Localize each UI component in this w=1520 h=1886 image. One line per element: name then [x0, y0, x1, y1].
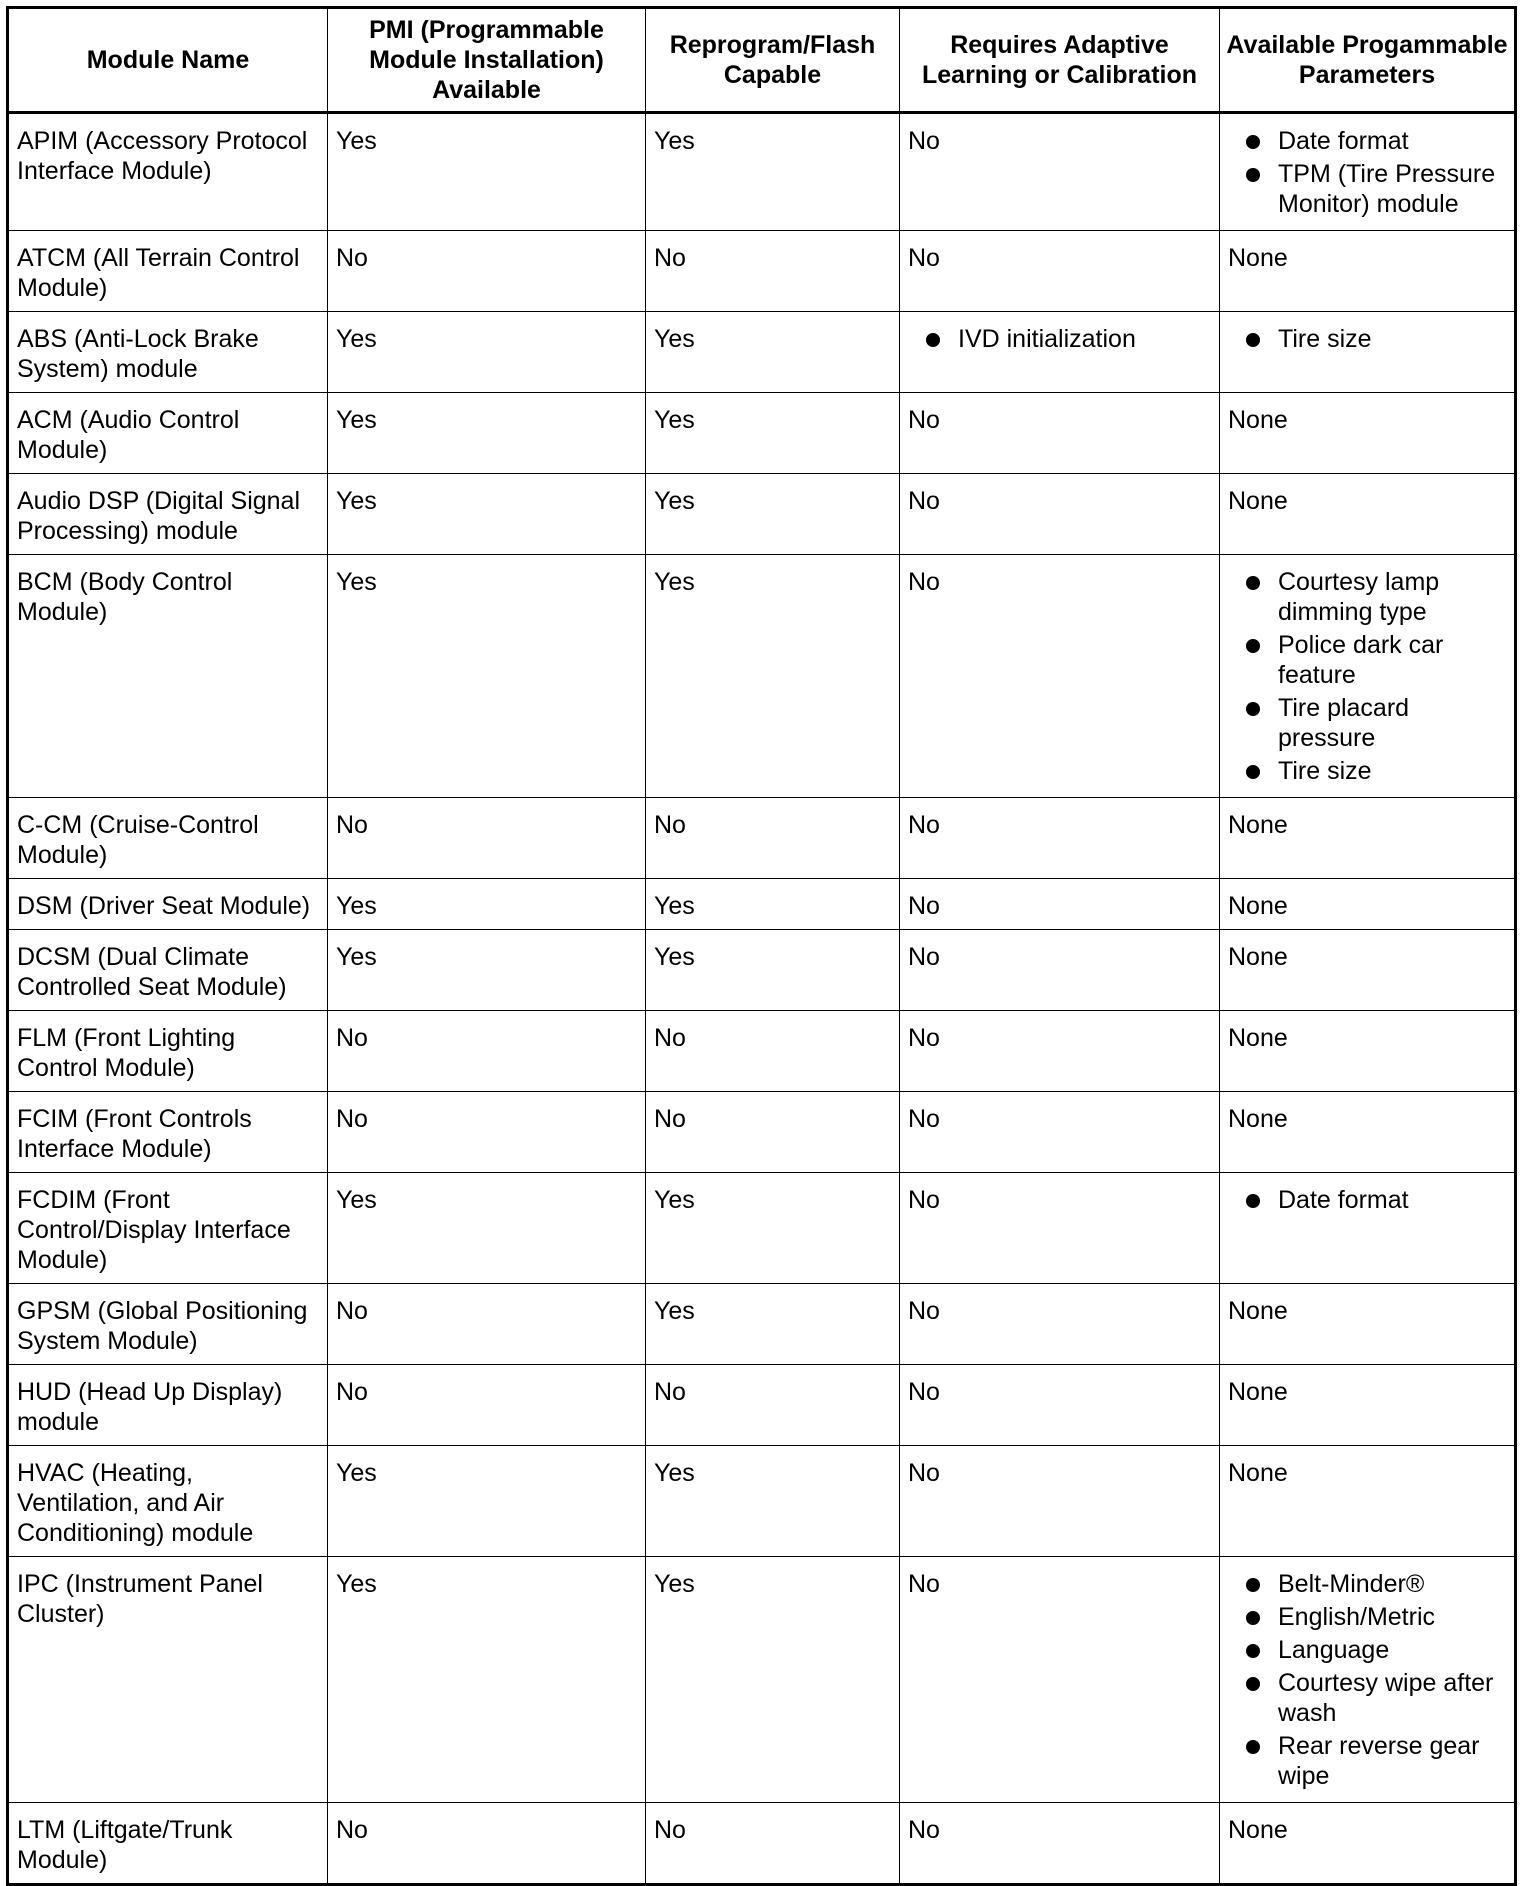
cell-parameters: None [1220, 1092, 1516, 1173]
table-row [8, 393, 1516, 474]
cell-reprogram: Yes [646, 113, 900, 231]
cell-module-name: ABS (Anti-Lock Brake System) module [8, 312, 328, 393]
cell-adaptive: No [900, 879, 1220, 930]
cell-parameters: None [1220, 1803, 1516, 1885]
cell-reprogram: No [646, 1365, 900, 1446]
bullet-item: Tire size [1228, 756, 1506, 786]
cell-module-name: FLM (Front Lighting Control Module) [8, 1011, 328, 1092]
bullet-item: Courtesy wipe after wash [1228, 1668, 1506, 1728]
cell-adaptive: No [900, 930, 1220, 1011]
cell-pmi: Yes [328, 393, 646, 474]
table-row [8, 798, 1516, 879]
cell-parameters: None [1220, 1446, 1516, 1557]
cell-module-name: APIM (Accessory Protocol Interface Module) [8, 113, 328, 231]
table-row [8, 1365, 1516, 1446]
header-pmi: PMI (Programmable Module Installation) Available [328, 8, 646, 113]
cell-adaptive: No [900, 1173, 1220, 1284]
cell-module-name: FCDIM (Front Control/Display Interface Module) [8, 1173, 328, 1284]
cell-reprogram: No [646, 798, 900, 879]
cell-pmi: No [328, 1092, 646, 1173]
bullet-list [908, 324, 1211, 354]
bullet-item: TPM (Tire Pressure Monitor) module [1228, 159, 1506, 219]
cell-pmi: Yes [328, 1446, 646, 1557]
cell-module-name: DCSM (Dual Climate Controlled Seat Module) [8, 930, 328, 1011]
cell-parameters: None [1220, 798, 1516, 879]
cell-pmi: Yes [328, 555, 646, 798]
bullet-item: IVD initialization [908, 324, 1211, 354]
table-row [8, 1803, 1516, 1885]
cell-adaptive: No [900, 1803, 1220, 1885]
cell-adaptive: No [900, 1365, 1220, 1446]
bullet-list [1228, 567, 1506, 786]
cell-parameters: None [1220, 1365, 1516, 1446]
cell-module-name: IPC (Instrument Panel Cluster) [8, 1557, 328, 1803]
table-row [8, 474, 1516, 555]
cell-pmi: No [328, 1284, 646, 1365]
cell-reprogram: No [646, 1803, 900, 1885]
cell-adaptive: No [900, 393, 1220, 474]
cell-pmi: No [328, 231, 646, 312]
bullet-item: Tire size [1228, 324, 1506, 354]
table-body [8, 113, 1516, 1885]
table-row [8, 1092, 1516, 1173]
cell-parameters [1220, 1173, 1516, 1284]
cell-adaptive: No [900, 1446, 1220, 1557]
cell-pmi: Yes [328, 1557, 646, 1803]
cell-adaptive: No [900, 1092, 1220, 1173]
cell-adaptive: No [900, 555, 1220, 798]
cell-pmi: Yes [328, 1173, 646, 1284]
table-header [8, 8, 1516, 113]
cell-parameters: None [1220, 393, 1516, 474]
bullet-item: Date format [1228, 1185, 1506, 1215]
cell-reprogram: Yes [646, 474, 900, 555]
cell-parameters: None [1220, 879, 1516, 930]
bullet-item: Date format [1228, 126, 1506, 156]
cell-reprogram: No [646, 1092, 900, 1173]
cell-parameters: None [1220, 474, 1516, 555]
cell-pmi: No [328, 1011, 646, 1092]
cell-pmi: Yes [328, 113, 646, 231]
header-row [8, 8, 1516, 113]
cell-module-name: LTM (Liftgate/Trunk Module) [8, 1803, 328, 1885]
bullet-list [1228, 324, 1506, 354]
cell-parameters [1220, 1557, 1516, 1803]
cell-pmi: Yes [328, 312, 646, 393]
module-table [6, 6, 1517, 1886]
cell-reprogram: Yes [646, 393, 900, 474]
table-row [8, 930, 1516, 1011]
cell-parameters [1220, 312, 1516, 393]
bullet-list [1228, 1185, 1506, 1215]
cell-module-name: HVAC (Heating, Ventilation, and Air Conditioning) module [8, 1446, 328, 1557]
cell-reprogram: No [646, 231, 900, 312]
bullet-item: Tire placard pressure [1228, 693, 1506, 753]
cell-reprogram: No [646, 1011, 900, 1092]
table-row [8, 1446, 1516, 1557]
cell-reprogram: Yes [646, 555, 900, 798]
cell-module-name: HUD (Head Up Display) module [8, 1365, 328, 1446]
table-row [8, 1011, 1516, 1092]
cell-adaptive: No [900, 231, 1220, 312]
cell-parameters: None [1220, 1284, 1516, 1365]
cell-adaptive: No [900, 113, 1220, 231]
cell-pmi: No [328, 1365, 646, 1446]
cell-parameters [1220, 555, 1516, 798]
cell-adaptive: No [900, 1011, 1220, 1092]
cell-module-name: Audio DSP (Digital Signal Processing) module [8, 474, 328, 555]
cell-adaptive: No [900, 798, 1220, 879]
bullet-item: Courtesy lamp dimming type [1228, 567, 1506, 627]
table-row [8, 312, 1516, 393]
cell-module-name: DSM (Driver Seat Module) [8, 879, 328, 930]
bullet-item: English/Metric [1228, 1602, 1506, 1632]
header-reprogram: Reprogram/Flash Capable [646, 8, 900, 113]
cell-reprogram: Yes [646, 312, 900, 393]
cell-module-name: GPSM (Global Positioning System Module) [8, 1284, 328, 1365]
cell-module-name: ATCM (All Terrain Control Module) [8, 231, 328, 312]
cell-pmi: No [328, 1803, 646, 1885]
table-row [8, 1284, 1516, 1365]
table-row [8, 1173, 1516, 1284]
cell-parameters [1220, 113, 1516, 231]
cell-pmi: Yes [328, 879, 646, 930]
cell-pmi: No [328, 798, 646, 879]
cell-module-name: FCIM (Front Controls Interface Module) [8, 1092, 328, 1173]
header-adaptive: Requires Adaptive Learning or Calibration [900, 8, 1220, 113]
table-row [8, 231, 1516, 312]
cell-pmi: Yes [328, 930, 646, 1011]
bullet-item: Rear reverse gear wipe [1228, 1731, 1506, 1791]
cell-parameters: None [1220, 930, 1516, 1011]
cell-reprogram: Yes [646, 879, 900, 930]
table-row [8, 555, 1516, 798]
cell-pmi: Yes [328, 474, 646, 555]
cell-reprogram: Yes [646, 1173, 900, 1284]
bullet-item: Belt-Minder® [1228, 1569, 1506, 1599]
cell-reprogram: Yes [646, 1284, 900, 1365]
bullet-list [1228, 126, 1506, 219]
cell-module-name: C-CM (Cruise-Control Module) [8, 798, 328, 879]
cell-module-name: BCM (Body Control Module) [8, 555, 328, 798]
table-row [8, 113, 1516, 231]
cell-adaptive: No [900, 1557, 1220, 1803]
bullet-list [1228, 1569, 1506, 1791]
table-row [8, 1557, 1516, 1803]
cell-adaptive: No [900, 474, 1220, 555]
cell-adaptive [900, 312, 1220, 393]
header-module-name: Module Name [8, 8, 328, 113]
cell-reprogram: Yes [646, 1557, 900, 1803]
cell-reprogram: Yes [646, 1446, 900, 1557]
table-row [8, 879, 1516, 930]
bullet-item: Language [1228, 1635, 1506, 1665]
cell-parameters: None [1220, 231, 1516, 312]
header-parameters: Available Progammable Parameters [1220, 8, 1516, 113]
cell-adaptive: No [900, 1284, 1220, 1365]
cell-module-name: ACM (Audio Control Module) [8, 393, 328, 474]
bullet-item: Police dark car feature [1228, 630, 1506, 690]
cell-reprogram: Yes [646, 930, 900, 1011]
cell-parameters: None [1220, 1011, 1516, 1092]
